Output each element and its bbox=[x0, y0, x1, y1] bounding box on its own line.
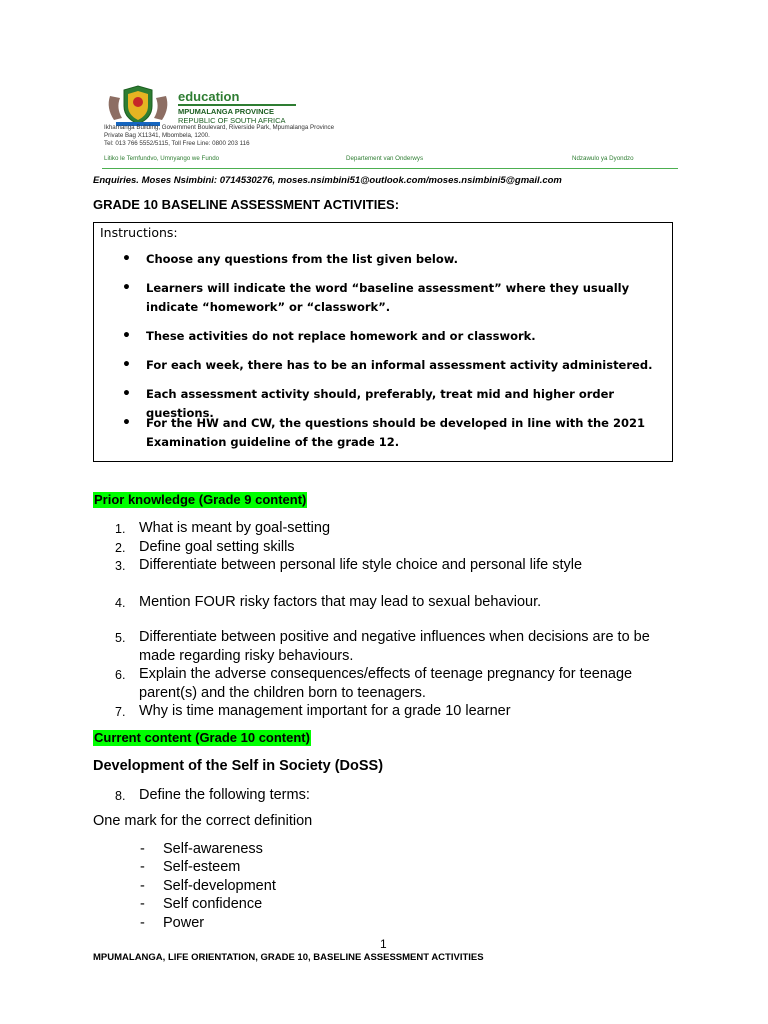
question-item bbox=[93, 593, 683, 612]
question-item bbox=[93, 538, 683, 557]
term-item bbox=[140, 840, 263, 859]
dash-marker: - bbox=[140, 878, 145, 894]
question-item bbox=[93, 786, 683, 805]
letterhead bbox=[100, 80, 676, 172]
question-number: 1. bbox=[115, 522, 126, 536]
prior-knowledge-heading: Prior knowledge (Grade 9 content) bbox=[94, 492, 307, 507]
dept-name-tsonga: Ndzawulo ya Dyondzo bbox=[572, 155, 634, 162]
question-text: Explain the adverse consequences/effects of teenage pregnancy for teenage parent(s) and the children born to teenagers. bbox=[139, 666, 633, 701]
question-text: Differentiate between positive and negative influences when decisions are to be made regarding risky behaviours. bbox=[139, 629, 650, 664]
term-text: Self-awareness bbox=[163, 841, 263, 857]
question-item bbox=[93, 702, 683, 721]
term-item bbox=[140, 914, 204, 933]
instruction-item: • For each week, there has to be an informal assessment activity administered. bbox=[146, 356, 666, 375]
address-line: Ikhamanga Building, Government Boulevard, Riverside Park, Mpumalanga Province bbox=[104, 124, 335, 131]
question-number: 3. bbox=[115, 559, 126, 573]
page-number: 1 bbox=[380, 937, 387, 951]
page-footer: MPUMALANGA, LIFE ORIENTATION, GRADE 10, BASELINE ASSESSMENT ACTIVITIES bbox=[93, 952, 484, 963]
question-number: 2. bbox=[115, 541, 126, 555]
term-item bbox=[140, 858, 240, 877]
term-text: Self-esteem bbox=[163, 859, 241, 875]
document-title: GRADE 10 BASELINE ASSESSMENT ACTIVITIES: bbox=[93, 197, 400, 212]
letterhead-divider bbox=[102, 168, 678, 169]
brand-block bbox=[178, 90, 296, 125]
instructions-box bbox=[93, 222, 673, 462]
instruction-item: • Learners will indicate the word “baseline assessment” where they usually indicate “homework” or “classwork”. bbox=[146, 279, 666, 317]
question-item bbox=[93, 519, 683, 538]
dept-name-afrikaans: Departement van Onderwys bbox=[346, 155, 424, 162]
brand-underline bbox=[178, 104, 296, 106]
question-number: 7. bbox=[115, 705, 126, 719]
question-number: 8. bbox=[115, 789, 126, 803]
address-block bbox=[104, 124, 334, 149]
instruction-item: • For the HW and CW, the questions should be developed in line with the 2021 Examination guideline of the grade 12. bbox=[146, 414, 666, 452]
question-number: 6. bbox=[115, 668, 126, 682]
term-text: Power bbox=[163, 915, 205, 931]
instructions-heading: Instructions: bbox=[100, 225, 178, 240]
question-item bbox=[93, 556, 683, 575]
question-number: 4. bbox=[115, 596, 126, 610]
address-line: Private Bag X11341, Mbombela, 1200. bbox=[104, 132, 210, 140]
section-heading: Development of the Self in Society (DoSS) bbox=[93, 758, 384, 774]
question-text: Differentiate between personal life style choice and personal life style bbox=[139, 557, 583, 573]
dept-name-swati: Litiko le Temfundvo, Umnyango we Fundo bbox=[104, 155, 220, 162]
dash-marker: - bbox=[140, 915, 145, 931]
dash-marker: - bbox=[140, 859, 145, 875]
question-text: Why is time management important for a grade 10 learner bbox=[139, 703, 511, 719]
address-line: Tel: 013 766 5552/5115, Toll Free Line: 0800 203 116 bbox=[104, 140, 250, 148]
coat-of-arms-icon bbox=[102, 84, 174, 128]
instruction-item: • Each assessment activity should, preferably, treat mid and higher order questions. bbox=[146, 385, 666, 423]
term-item bbox=[140, 877, 276, 896]
question-text: What is meant by goal-setting bbox=[139, 520, 331, 536]
brand-name: education bbox=[178, 89, 240, 104]
question-item bbox=[93, 665, 683, 702]
question-number: 5. bbox=[115, 631, 126, 645]
dash-marker: - bbox=[140, 841, 145, 857]
term-item bbox=[140, 895, 262, 914]
dash-marker: - bbox=[140, 896, 145, 912]
enquiries-line: Enquiries. Moses Nsimbini: 0714530276, moses.nsimbini51@outlook.com/moses.nsimbini5@gmail.com bbox=[93, 175, 562, 186]
question-text: Define the following terms: bbox=[139, 787, 310, 803]
term-text: Self-development bbox=[163, 878, 276, 894]
country-name: REPUBLIC OF SOUTH AFRICA bbox=[178, 116, 286, 125]
term-text: Self confidence bbox=[163, 896, 263, 912]
current-content-heading: Current content (Grade 10 content) bbox=[94, 730, 310, 745]
instruction-item: • Choose any questions from the list given below. bbox=[146, 250, 666, 269]
province-name: MPUMALANGA PROVINCE bbox=[178, 107, 274, 116]
question-text: Mention FOUR risky factors that may lead to sexual behaviour. bbox=[139, 594, 542, 610]
instruction-item: • These activities do not replace homework and or classwork. bbox=[146, 327, 666, 346]
question-item bbox=[93, 628, 683, 665]
question-text: Define goal setting skills bbox=[139, 539, 295, 555]
mark-note: One mark for the correct definition bbox=[93, 813, 313, 829]
